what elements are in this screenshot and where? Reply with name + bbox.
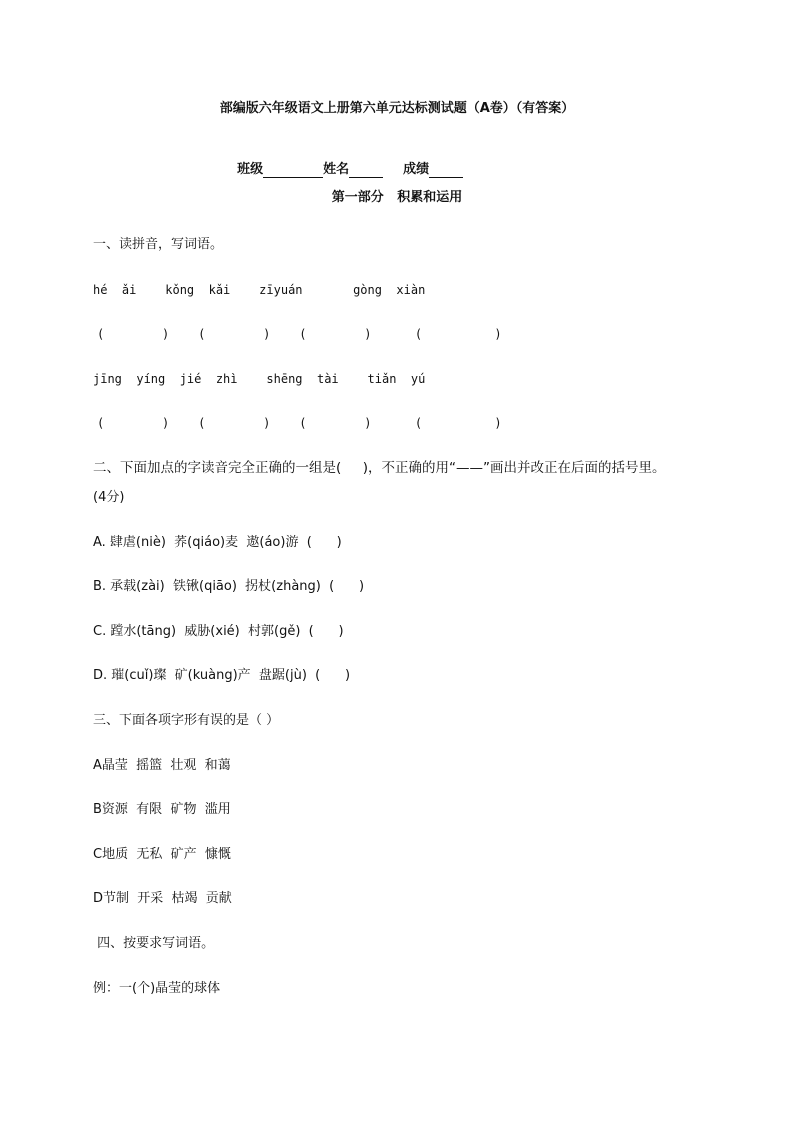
q3-option-c: C地质 无私 矿产 慷慨	[93, 847, 231, 862]
score-blank[interactable]	[429, 163, 463, 178]
q1-pinyin-row-1: hé ǎi kǒng kǎi zīyuán gòng xiàn	[93, 283, 426, 297]
q1-heading: 一、读拼音，写词语。	[93, 237, 224, 252]
document-title: 部编版六年级语文上册第六单元达标测试题（A卷）（有答案）	[219, 101, 575, 116]
q4-example: 例：一(个)晶莹的球体	[93, 981, 221, 996]
student-info-row	[228, 146, 463, 178]
q3-option-d: D节制 开采 枯竭 贡献	[93, 891, 232, 906]
q2-option-a: A. 肆虐(niè) 荞(qiáo)麦 遨(áo)游 ( )	[93, 535, 342, 550]
q1-answer-row-2[interactable]: ( ) ( ) ( ) ( )	[97, 416, 502, 430]
q2-option-b: B. 承载(zài) 铁锹(qiāo) 拐杖(zhàng) ( )	[93, 579, 365, 594]
score-label: 成绩	[403, 162, 430, 177]
q2-option-c: C. 蹚水(tāng) 威胁(xié) 村郭(gě) ( )	[93, 624, 344, 639]
q2-heading: 二、下面加点的字读音完全正确的一组是( )，不正确的用“——”画出并改正在后面的括号里。	[93, 460, 666, 476]
part-title: 第一部分 积累和运用	[331, 190, 463, 205]
name-label: 姓名	[323, 162, 350, 177]
q1-pinyin-row-2: jīng yíng jié zhì shēng tài tiǎn yú	[93, 372, 426, 386]
q3-option-a: A晶莹 摇篮 壮观 和蔼	[93, 758, 231, 773]
q3-option-b: B资源 有限 矿物 滥用	[93, 802, 231, 817]
q4-heading: 四、按要求写词语。	[93, 936, 215, 951]
q3-heading: 三、下面各项字形有误的是（ ）	[93, 713, 280, 728]
q2-option-d: D. 璀(cuǐ)璨 矿(kuàng)产 盘踞(jù) ( )	[93, 668, 351, 683]
class-blank[interactable]	[263, 163, 323, 178]
name-blank[interactable]	[349, 163, 383, 178]
q1-answer-row-1[interactable]: ( ) ( ) ( ) ( )	[97, 327, 502, 341]
q2-points: (4分)	[93, 490, 125, 505]
class-label: 班级	[237, 162, 264, 177]
